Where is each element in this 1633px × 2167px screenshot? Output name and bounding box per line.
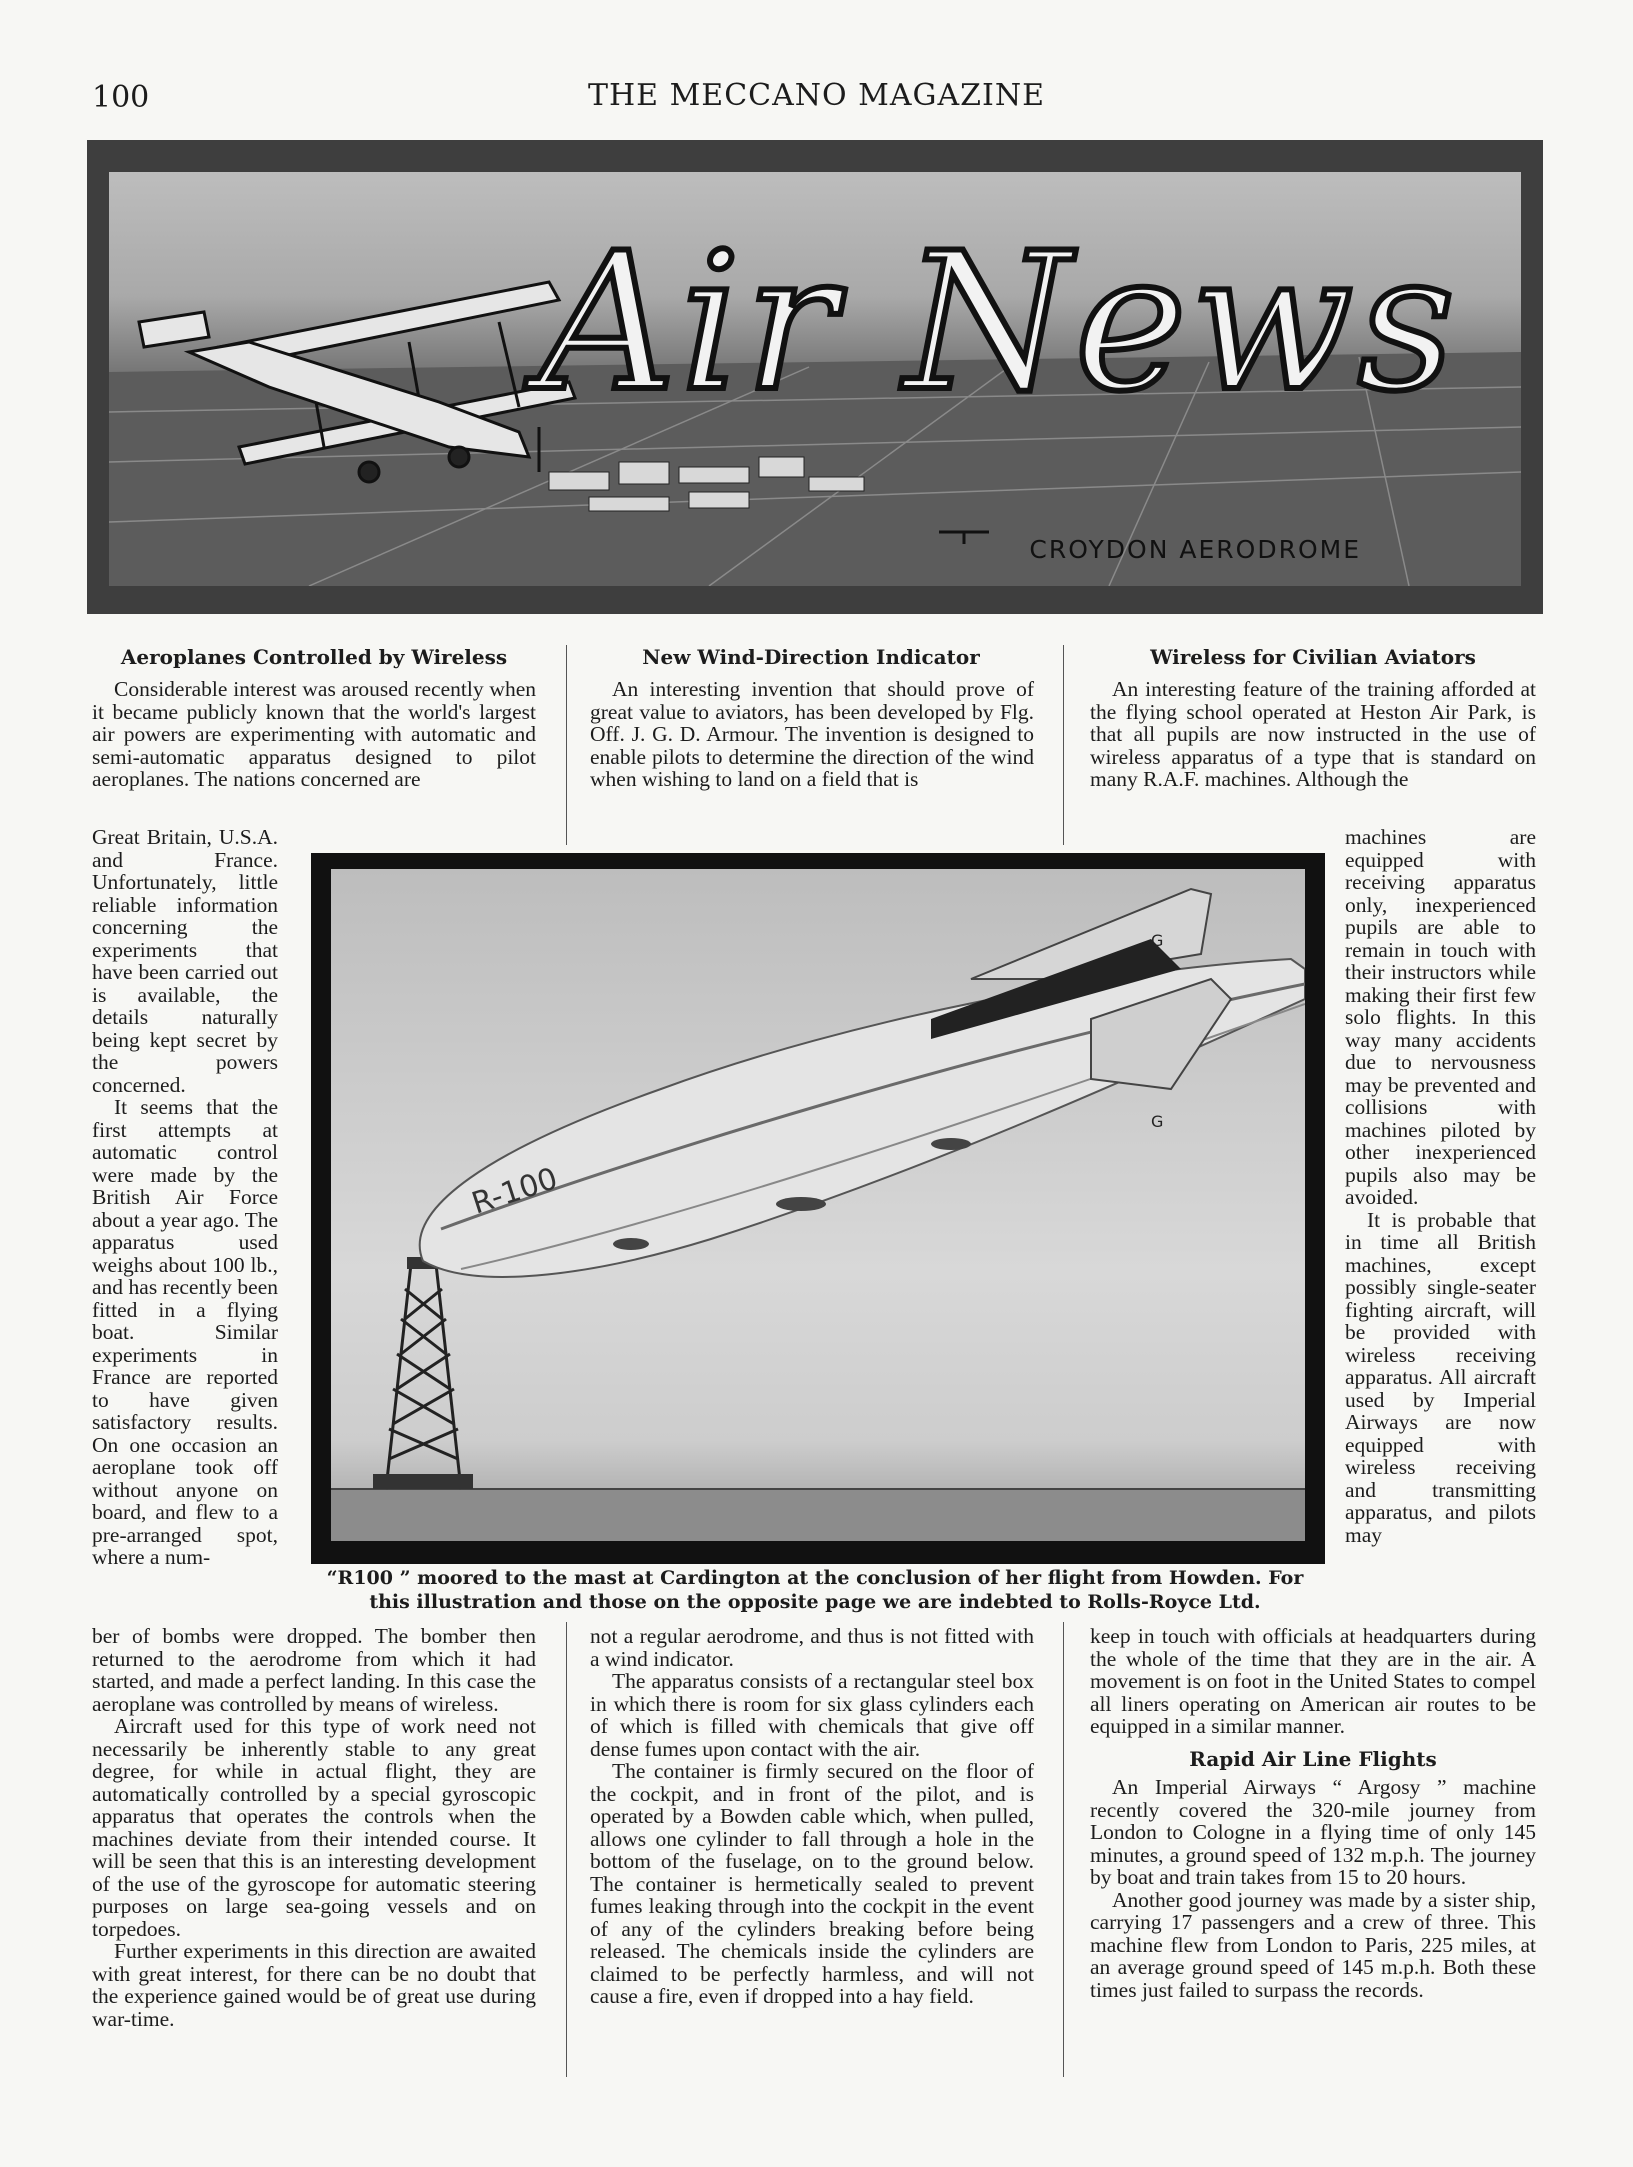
article-paragraph xyxy=(590,678,1034,791)
section-heading-wireless-control: Aeroplanes Controlled by Wireless xyxy=(120,645,508,669)
article-bottom-text xyxy=(590,1625,1034,2008)
banner-caption: CROYDON AERODROME xyxy=(1029,535,1361,564)
column-rule xyxy=(1063,1622,1064,2077)
paragraph: An interesting invention that should prove of great value to aviators, has been developed by Flg. Off. J. G. D. Armour. The invention is designed to enable pilots to determine the direction of the wind when wishing to land on a field that is xyxy=(590,677,1034,791)
paragraph: Considerable interest was aroused recently when it became publicly known that the world's largest air powers are experimenting with automatic and semi-automatic apparatus designed to pilot aeroplanes. The nations concerned are xyxy=(92,677,536,791)
column-rule xyxy=(1063,645,1064,845)
fin-letter: G xyxy=(1151,1112,1164,1131)
section-heading-rapid-flights: Rapid Air Line Flights xyxy=(1189,1746,1437,1771)
paragraph: The container is firmly secured on the floor of the cockpit, and in front of the pilot, and is operated by a Bowden cable which, when pulled, allows one cylinder to fall through a hole in the bottom of the fuselage, on to the ground below. The container is hermetically sealed to prevent fumes leaking through into the cockpit in the event of any of the cylinders breaking before being released. The chemicals inside the cylinders are claimed to be perfectly harmless, and will not cause a fire, even if dropped into a hay field. xyxy=(590,1759,1034,2008)
paragraph: Aircraft used for this type of work need not necessarily be inherently stable to any great degree, for while in actual flight, they are automatically controlled by a special gyroscopic apparatus that operates the controls when the machines deviate from their intended course. It will be seen that this is an interesting development of the use of the gyroscope for automatic steering purposes on large sea-going vessels and on torpedoes. xyxy=(92,1714,536,1941)
airship-illustration xyxy=(331,869,1305,1541)
banner-title: Air News xyxy=(539,212,1460,433)
paragraph: machines are equipped with receiving apparatus only, inexperienced pupils are able to remain in touch with their instructors while making their first few solo flights. In this way many accidents due to nervousness may be prevented and collisions with machines piloted by other inexperienced pupils also may be avoided. xyxy=(1345,825,1536,1209)
article-side-text xyxy=(1345,826,1536,1546)
paragraph: Further experiments in this direction are awaited with great interest, for there can be no doubt that the experience gained would be of great use during war-time. xyxy=(92,1939,536,2031)
paragraph: Another good journey was made by a sister ship, carrying 17 passengers and a crew of three. This machine flew from London to Paris, 225 miles, at an average ground speed of 145 m.p.h. Both these times just failed to surpass the records. xyxy=(1090,1887,1536,2002)
magazine-title: THE MECCANO MAGAZINE xyxy=(587,78,1046,113)
air-news-banner xyxy=(87,140,1543,614)
section-heading-civilian-wireless: Wireless for Civilian Aviators xyxy=(1150,645,1476,669)
article-paragraph xyxy=(92,678,536,791)
section-heading-wind-indicator: New Wind-Direction Indicator xyxy=(642,645,980,669)
paragraph: Great Britain, U.S.A. and France. Unfortunately, little reliable information concerning the experiments that have been carried out is available, the details naturally being kept secret by the powers concerned. xyxy=(92,825,278,1097)
paragraph: ber of bombs were dropped. The bomber then returned to the aerodrome from which it had started, and made a perfect landing. In this case the aeroplane was controlled by means of wireless. xyxy=(92,1624,536,1716)
article-paragraph xyxy=(1090,678,1536,791)
article-bottom-text xyxy=(92,1625,536,2030)
column-rule xyxy=(566,645,567,845)
paragraph: An interesting feature of the training afforded at the flying school operated at Heston Air Park, is that all pupils are now instructed in the use of wireless apparatus of a type that is standard on many R.A.F. machines. Although the xyxy=(1090,677,1536,791)
caption-line: this illustration and those on the opposite page we are indebted to Rolls-Royce Ltd. xyxy=(369,1591,1261,1613)
airship-marking: R-100 xyxy=(467,1161,562,1222)
photo-caption xyxy=(300,1566,1330,1614)
paragraph: keep in touch with officials at headquarters during the whole of the time that they are in the air. A movement is on foot in the United States to compel all liners operating on American air routes to be equipped in a similar manner. xyxy=(1090,1624,1536,1738)
paragraph: The apparatus consists of a rectangular steel box in which there is room for six glass cylinders each of which is filled with chemicals that give off dense fumes upon contact with the air. xyxy=(590,1669,1034,1761)
paragraph: not a regular aerodrome, and thus is not fitted with a wind indicator. xyxy=(590,1624,1034,1671)
article-side-text xyxy=(92,826,278,1569)
paragraph: An Imperial Airways “ Argosy ” machine recently covered the 320-mile journey from London to Cologne in a flying time of only 145 minutes, a ground speed of 132 m.p.h. The journey by boat and train takes from 15 to 20 hours. xyxy=(1090,1775,1536,1889)
fin-letter: G xyxy=(1151,931,1164,950)
paragraph: It seems that the first attempts at automatic control were made by the British Air Force about a year ago. The apparatus used weighs about 100 lb., and has recently been fitted in a flying boat. Similar experiments in France are reported to have given satisfactory results. On one occasion an aeroplane took off without anyone on board, and flew to a pre-arranged spot, where a num- xyxy=(92,1095,278,1569)
column-rule xyxy=(566,1622,567,2077)
photo-image xyxy=(331,869,1305,1541)
page-number: 100 xyxy=(92,80,150,115)
caption-line: “R100 ” moored to the mast at Cardington at the conclusion of her flight from Howden. For xyxy=(326,1567,1304,1589)
article-bottom-text xyxy=(1090,1625,1536,2001)
paragraph: It is probable that in time all British machines, except possibly single-seater fighting aircraft, will be provided with wireless receiving apparatus. All aircraft used by Imperial Airways are now equipped with wireless receiving and transmitting apparatus, and pilots may xyxy=(1345,1207,1536,1547)
banner-illustration xyxy=(109,172,1521,586)
airship-photo xyxy=(311,853,1325,1564)
